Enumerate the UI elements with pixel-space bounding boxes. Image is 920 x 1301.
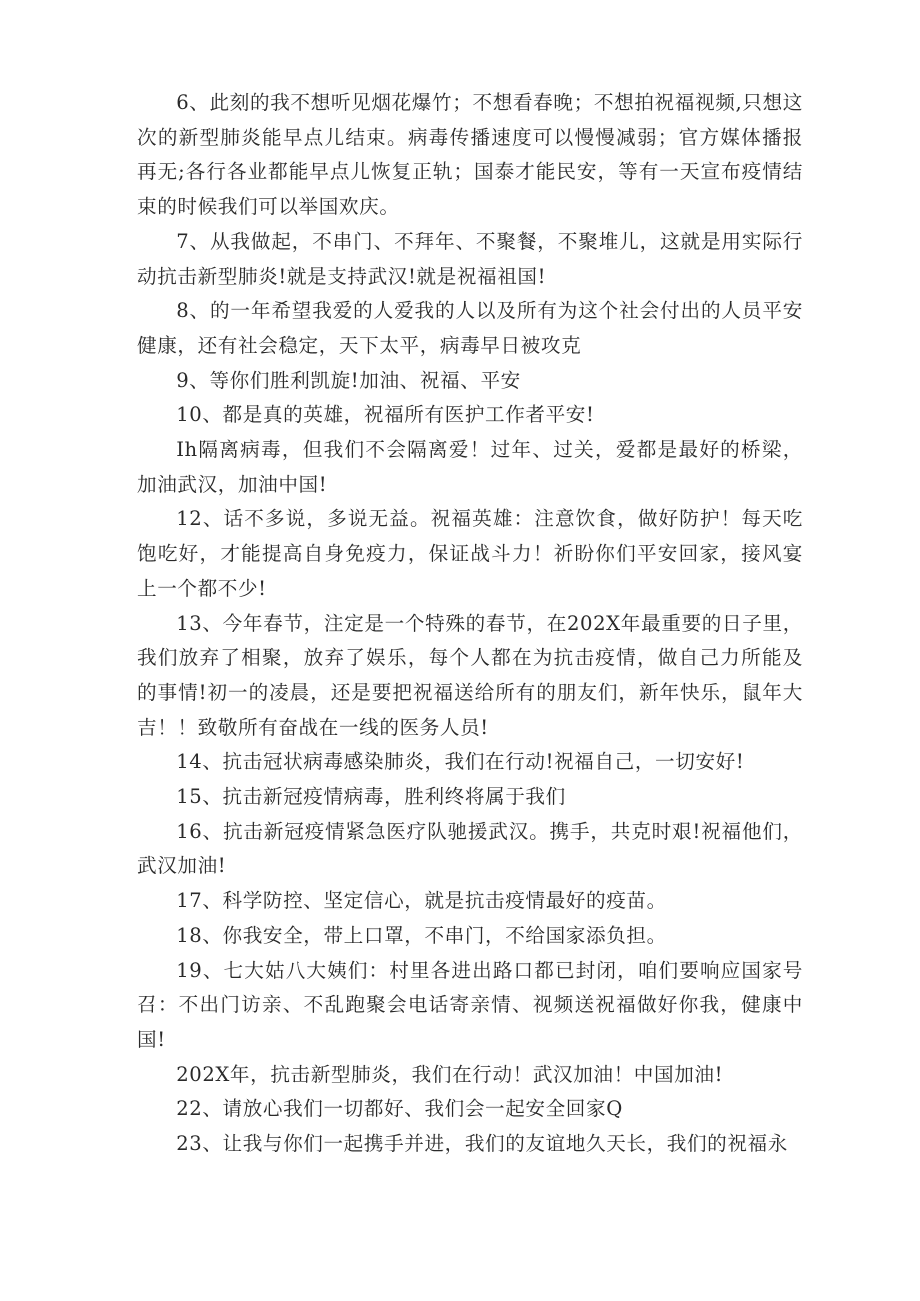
document-body	[137, 86, 803, 1162]
paragraph-10: 10、都是真的英雄，祝福所有医护工作者平安!	[176, 403, 595, 427]
paragraph-22: 22、请放心我们一切都好、我们会一起安全回家Q	[176, 1097, 623, 1121]
paragraph-8: 8、的一年希望我爱的人爱我的人以及所有为这个社会付出的人员平安健康，还有社会稳定，天下太平，病毒早日被攻克	[137, 299, 803, 357]
paragraph-17: 17、科学防控、坚定信心，就是抗击疫情最好的疫苗。	[176, 889, 667, 913]
paragraph-7: 7、从我做起，不串门、不拜年、不聚餐，不聚堆儿，这就是用实际行动抗击新型肺炎!就是支持武汉!就是祝福祖国!	[137, 229, 803, 288]
paragraph-19: 19、七大姑八大姨们：村里各进出路口都已封闭，咱们要响应国家号召：不出门访亲、不乱跑聚会电话寄亲情、视频送祝福做好你我，健康中国!	[137, 958, 803, 1051]
paragraph-9: 9、等你们胜利凯旋!加油、祝福、平安	[176, 368, 521, 392]
paragraph-23: 23、让我与你们一起携手并进，我们的友谊地久天长，我们的祝福永	[176, 1132, 788, 1156]
paragraph-6: 6、此刻的我不想听见烟花爆竹；不想看春晚；不想拍祝福视频,只想这次的新型肺炎能早点儿结束。病毒传播速度可以慢慢减弱；官方媒体播报再无;各行各业都能早点儿恢复正轨；国泰才能民安，等有一天宣布疫情结束的时候我们可以举国欢庆。	[137, 91, 803, 219]
paragraph-15: 15、抗击新冠疫情病毒，胜利终将属于我们	[176, 785, 566, 809]
paragraph-14: 14、抗击冠状病毒感染肺炎，我们在行动!祝福自己，一切安好!	[176, 750, 745, 774]
paragraph-18: 18、你我安全，带上口罩，不串门，不给国家添负担。	[176, 923, 667, 947]
paragraph-13: 13、今年春节，注定是一个特殊的春节，在202X年最重要的日子里，我们放弃了相聚，放弃了娱乐，每个人都在为抗击疫情，做自己力所能及的事情!初一的凌晨，还是要把祝福送给所有的朋友们，新年快乐，鼠年大吉！！致敬所有奋战在一线的医务人员!	[137, 611, 803, 739]
paragraph-20: 202X年，抗击新型肺炎，我们在行动！武汉加油！中国加油!	[176, 1062, 724, 1086]
paragraph-11: Ih隔离病毒，但我们不会隔离爱！过年、过关，爱都是最好的桥梁，加油武汉，加油中国!	[137, 438, 803, 496]
paragraph-12: 12、话不多说，多说无益。祝福英雄：注意饮食，做好防护！每天吃饱吃好，才能提高自身免疫力，保证战斗力！祈盼你们平安回家，接风宴上一个都不少!	[137, 507, 803, 600]
paragraph-16: 16、抗击新冠疫情紧急医疗队驰援武汉。携手，共克时艰!祝福他们，武汉加油!	[137, 819, 803, 878]
